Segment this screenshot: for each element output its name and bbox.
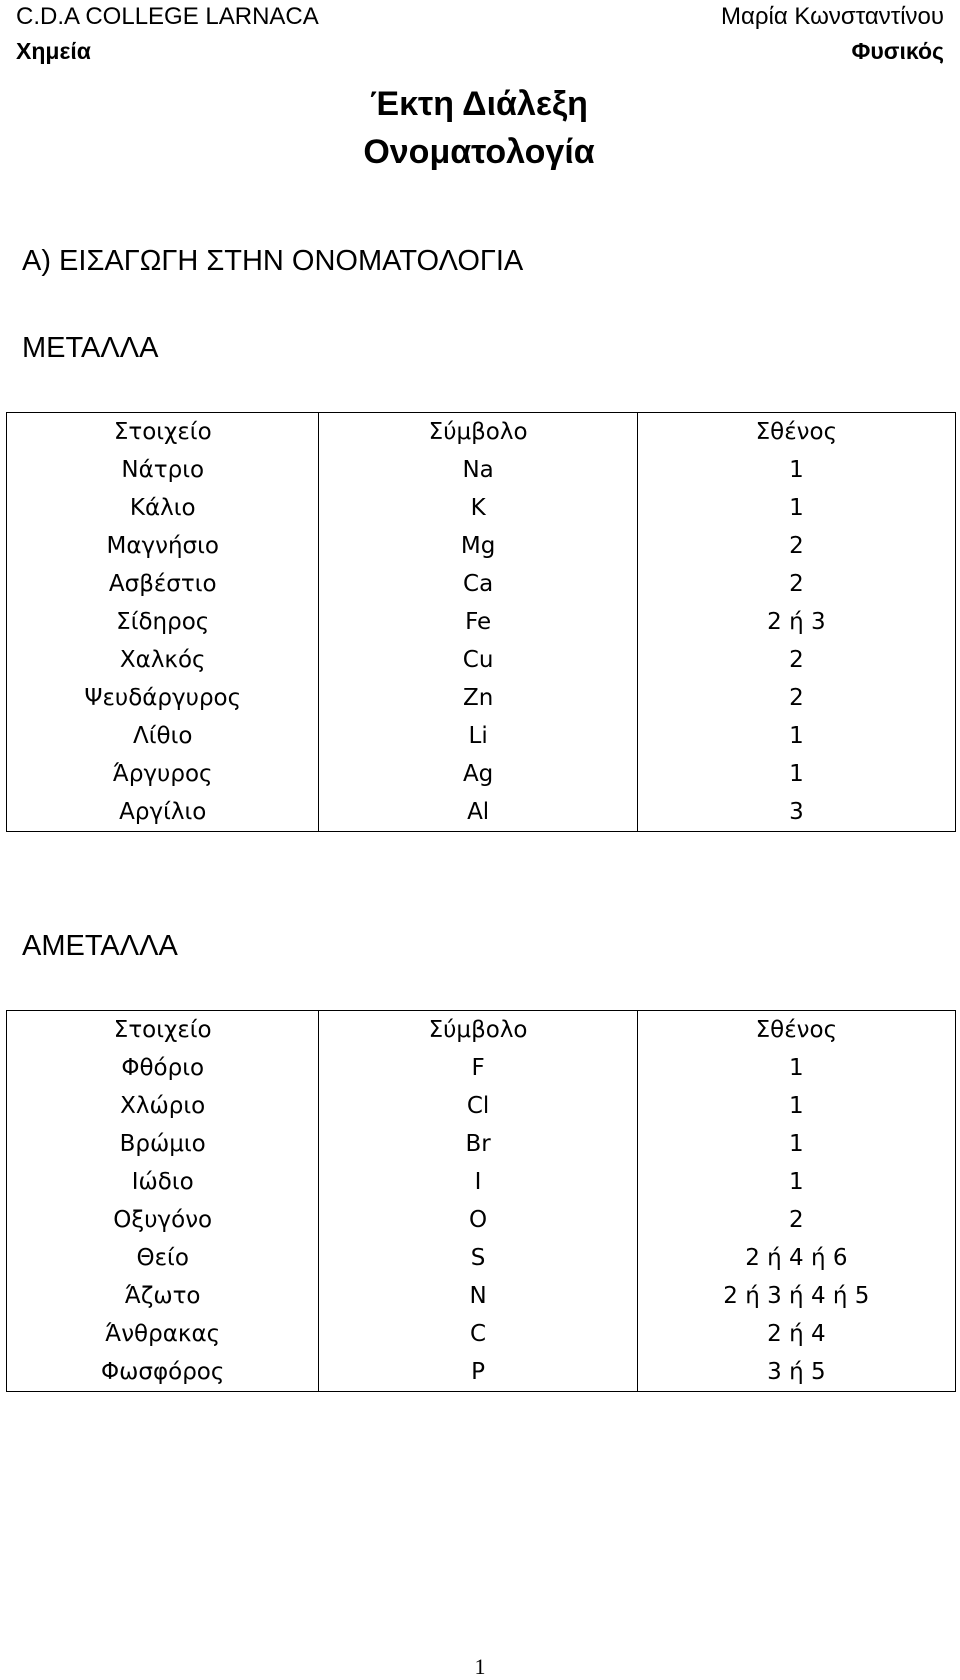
element-name-cell: Χαλκός xyxy=(7,641,319,679)
table-row xyxy=(7,451,956,489)
table-row xyxy=(7,527,956,565)
subject-name: Χημεία xyxy=(16,38,91,64)
element-valence-cell: 2 ή 4 xyxy=(637,1315,955,1353)
element-valence-cell: 2 xyxy=(637,527,955,565)
element-symbol-cell: Na xyxy=(319,451,637,489)
element-symbol-cell: N xyxy=(319,1277,637,1315)
table-row xyxy=(7,565,956,603)
element-valence-cell: 1 xyxy=(637,1163,955,1201)
table-row xyxy=(7,489,956,527)
page-number: 1 xyxy=(474,1654,486,1679)
nonmetals-table-body xyxy=(7,1011,956,1392)
element-valence-cell: 1 xyxy=(637,1087,955,1125)
table-row xyxy=(7,1163,956,1201)
element-valence-cell: 2 xyxy=(637,565,955,603)
element-name-cell: Αργίλιο xyxy=(7,793,319,832)
element-valence-cell: 2 ή 3 xyxy=(637,603,955,641)
element-valence-cell: 2 xyxy=(637,641,955,679)
column-header-element: Στοιχείο xyxy=(7,413,319,452)
element-name-cell: Βρώμιο xyxy=(7,1125,319,1163)
element-name-cell: Μαγνήσιο xyxy=(7,527,319,565)
element-symbol-cell: Al xyxy=(319,793,637,832)
metals-table-body xyxy=(7,413,956,832)
metals-heading: ΜΕΤΑΛΛΑ xyxy=(22,332,159,364)
element-symbol-cell: Cu xyxy=(319,641,637,679)
element-symbol-cell: F xyxy=(319,1049,637,1087)
element-valence-cell: 1 xyxy=(637,489,955,527)
table-row xyxy=(7,1315,956,1353)
element-valence-cell: 1 xyxy=(637,755,955,793)
lecture-title xyxy=(0,80,960,176)
element-name-cell: Ιώδιο xyxy=(7,1163,319,1201)
element-name-cell: Κάλιο xyxy=(7,489,319,527)
element-name-cell: Χλώριο xyxy=(7,1087,319,1125)
element-valence-cell: 2 ή 3 ή 4 ή 5 xyxy=(637,1277,955,1315)
element-symbol-cell: Ag xyxy=(319,755,637,793)
column-header-symbol: Σύμβολο xyxy=(319,413,637,452)
table-row xyxy=(7,1125,956,1163)
element-name-cell: Φθόριο xyxy=(7,1049,319,1087)
element-name-cell: Θείο xyxy=(7,1239,319,1277)
element-symbol-cell: O xyxy=(319,1201,637,1239)
element-valence-cell: 2 ή 4 ή 6 xyxy=(637,1239,955,1277)
element-symbol-cell: C xyxy=(319,1315,637,1353)
header-left xyxy=(16,0,319,68)
element-symbol-cell: P xyxy=(319,1353,637,1392)
element-valence-cell: 3 xyxy=(637,793,955,832)
table-row xyxy=(7,755,956,793)
element-valence-cell: 2 xyxy=(637,679,955,717)
table-row xyxy=(7,679,956,717)
table-header-row xyxy=(7,413,956,452)
table-row xyxy=(7,1239,956,1277)
header-right xyxy=(721,0,944,68)
element-valence-cell: 1 xyxy=(637,1125,955,1163)
table-row xyxy=(7,603,956,641)
author-name: Μαρία Κωνσταντίνου xyxy=(721,3,944,30)
lecture-title-line2: Ονοματολογία xyxy=(363,133,595,171)
table-row xyxy=(7,1201,956,1239)
element-symbol-cell: Cl xyxy=(319,1087,637,1125)
intro-heading: Α) ΕΙΣΑΓΩΓΗ ΣΤΗΝ ΟΝΟΜΑΤΟΛΟΓΙΑ xyxy=(22,245,524,277)
element-name-cell: Άζωτο xyxy=(7,1277,319,1315)
element-valence-cell: 1 xyxy=(637,1049,955,1087)
element-name-cell: Φωσφόρος xyxy=(7,1353,319,1392)
element-name-cell: Ασβέστιο xyxy=(7,565,319,603)
column-header-element: Στοιχείο xyxy=(7,1011,319,1050)
column-header-valence: Σθένος xyxy=(637,1011,955,1050)
element-name-cell: Σίδηρος xyxy=(7,603,319,641)
table-header-row xyxy=(7,1011,956,1050)
lecture-title-line1: Έκτη Διάλεξη xyxy=(370,85,588,123)
element-symbol-cell: Li xyxy=(319,717,637,755)
table-row xyxy=(7,1049,956,1087)
table-row xyxy=(7,1277,956,1315)
nonmetals-table xyxy=(6,1010,956,1392)
table-row xyxy=(7,717,956,755)
column-header-symbol: Σύμβολο xyxy=(319,1011,637,1050)
element-name-cell: Λίθιο xyxy=(7,717,319,755)
element-symbol-cell: Br xyxy=(319,1125,637,1163)
element-symbol-cell: I xyxy=(319,1163,637,1201)
column-header-valence: Σθένος xyxy=(637,413,955,452)
table-row xyxy=(7,1353,956,1392)
table-row xyxy=(7,1087,956,1125)
element-symbol-cell: K xyxy=(319,489,637,527)
element-symbol-cell: Zn xyxy=(319,679,637,717)
element-symbol-cell: Fe xyxy=(319,603,637,641)
element-symbol-cell: S xyxy=(319,1239,637,1277)
table-row xyxy=(7,641,956,679)
element-valence-cell: 1 xyxy=(637,717,955,755)
element-symbol-cell: Mg xyxy=(319,527,637,565)
element-name-cell: Νάτριο xyxy=(7,451,319,489)
table-row xyxy=(7,793,956,832)
element-valence-cell: 2 xyxy=(637,1201,955,1239)
element-valence-cell: 1 xyxy=(637,451,955,489)
element-name-cell: Άργυρος xyxy=(7,755,319,793)
college-name: C.D.A COLLEGE LARNACA xyxy=(16,3,319,30)
nonmetals-heading: ΑΜΕΤΑΛΛΑ xyxy=(22,930,178,962)
metals-table xyxy=(6,412,956,832)
author-role: Φυσικός xyxy=(851,38,944,64)
element-name-cell: Οξυγόνο xyxy=(7,1201,319,1239)
element-valence-cell: 3 ή 5 xyxy=(637,1353,955,1392)
element-name-cell: Άνθρακας xyxy=(7,1315,319,1353)
element-symbol-cell: Ca xyxy=(319,565,637,603)
element-name-cell: Ψευδάργυρος xyxy=(7,679,319,717)
